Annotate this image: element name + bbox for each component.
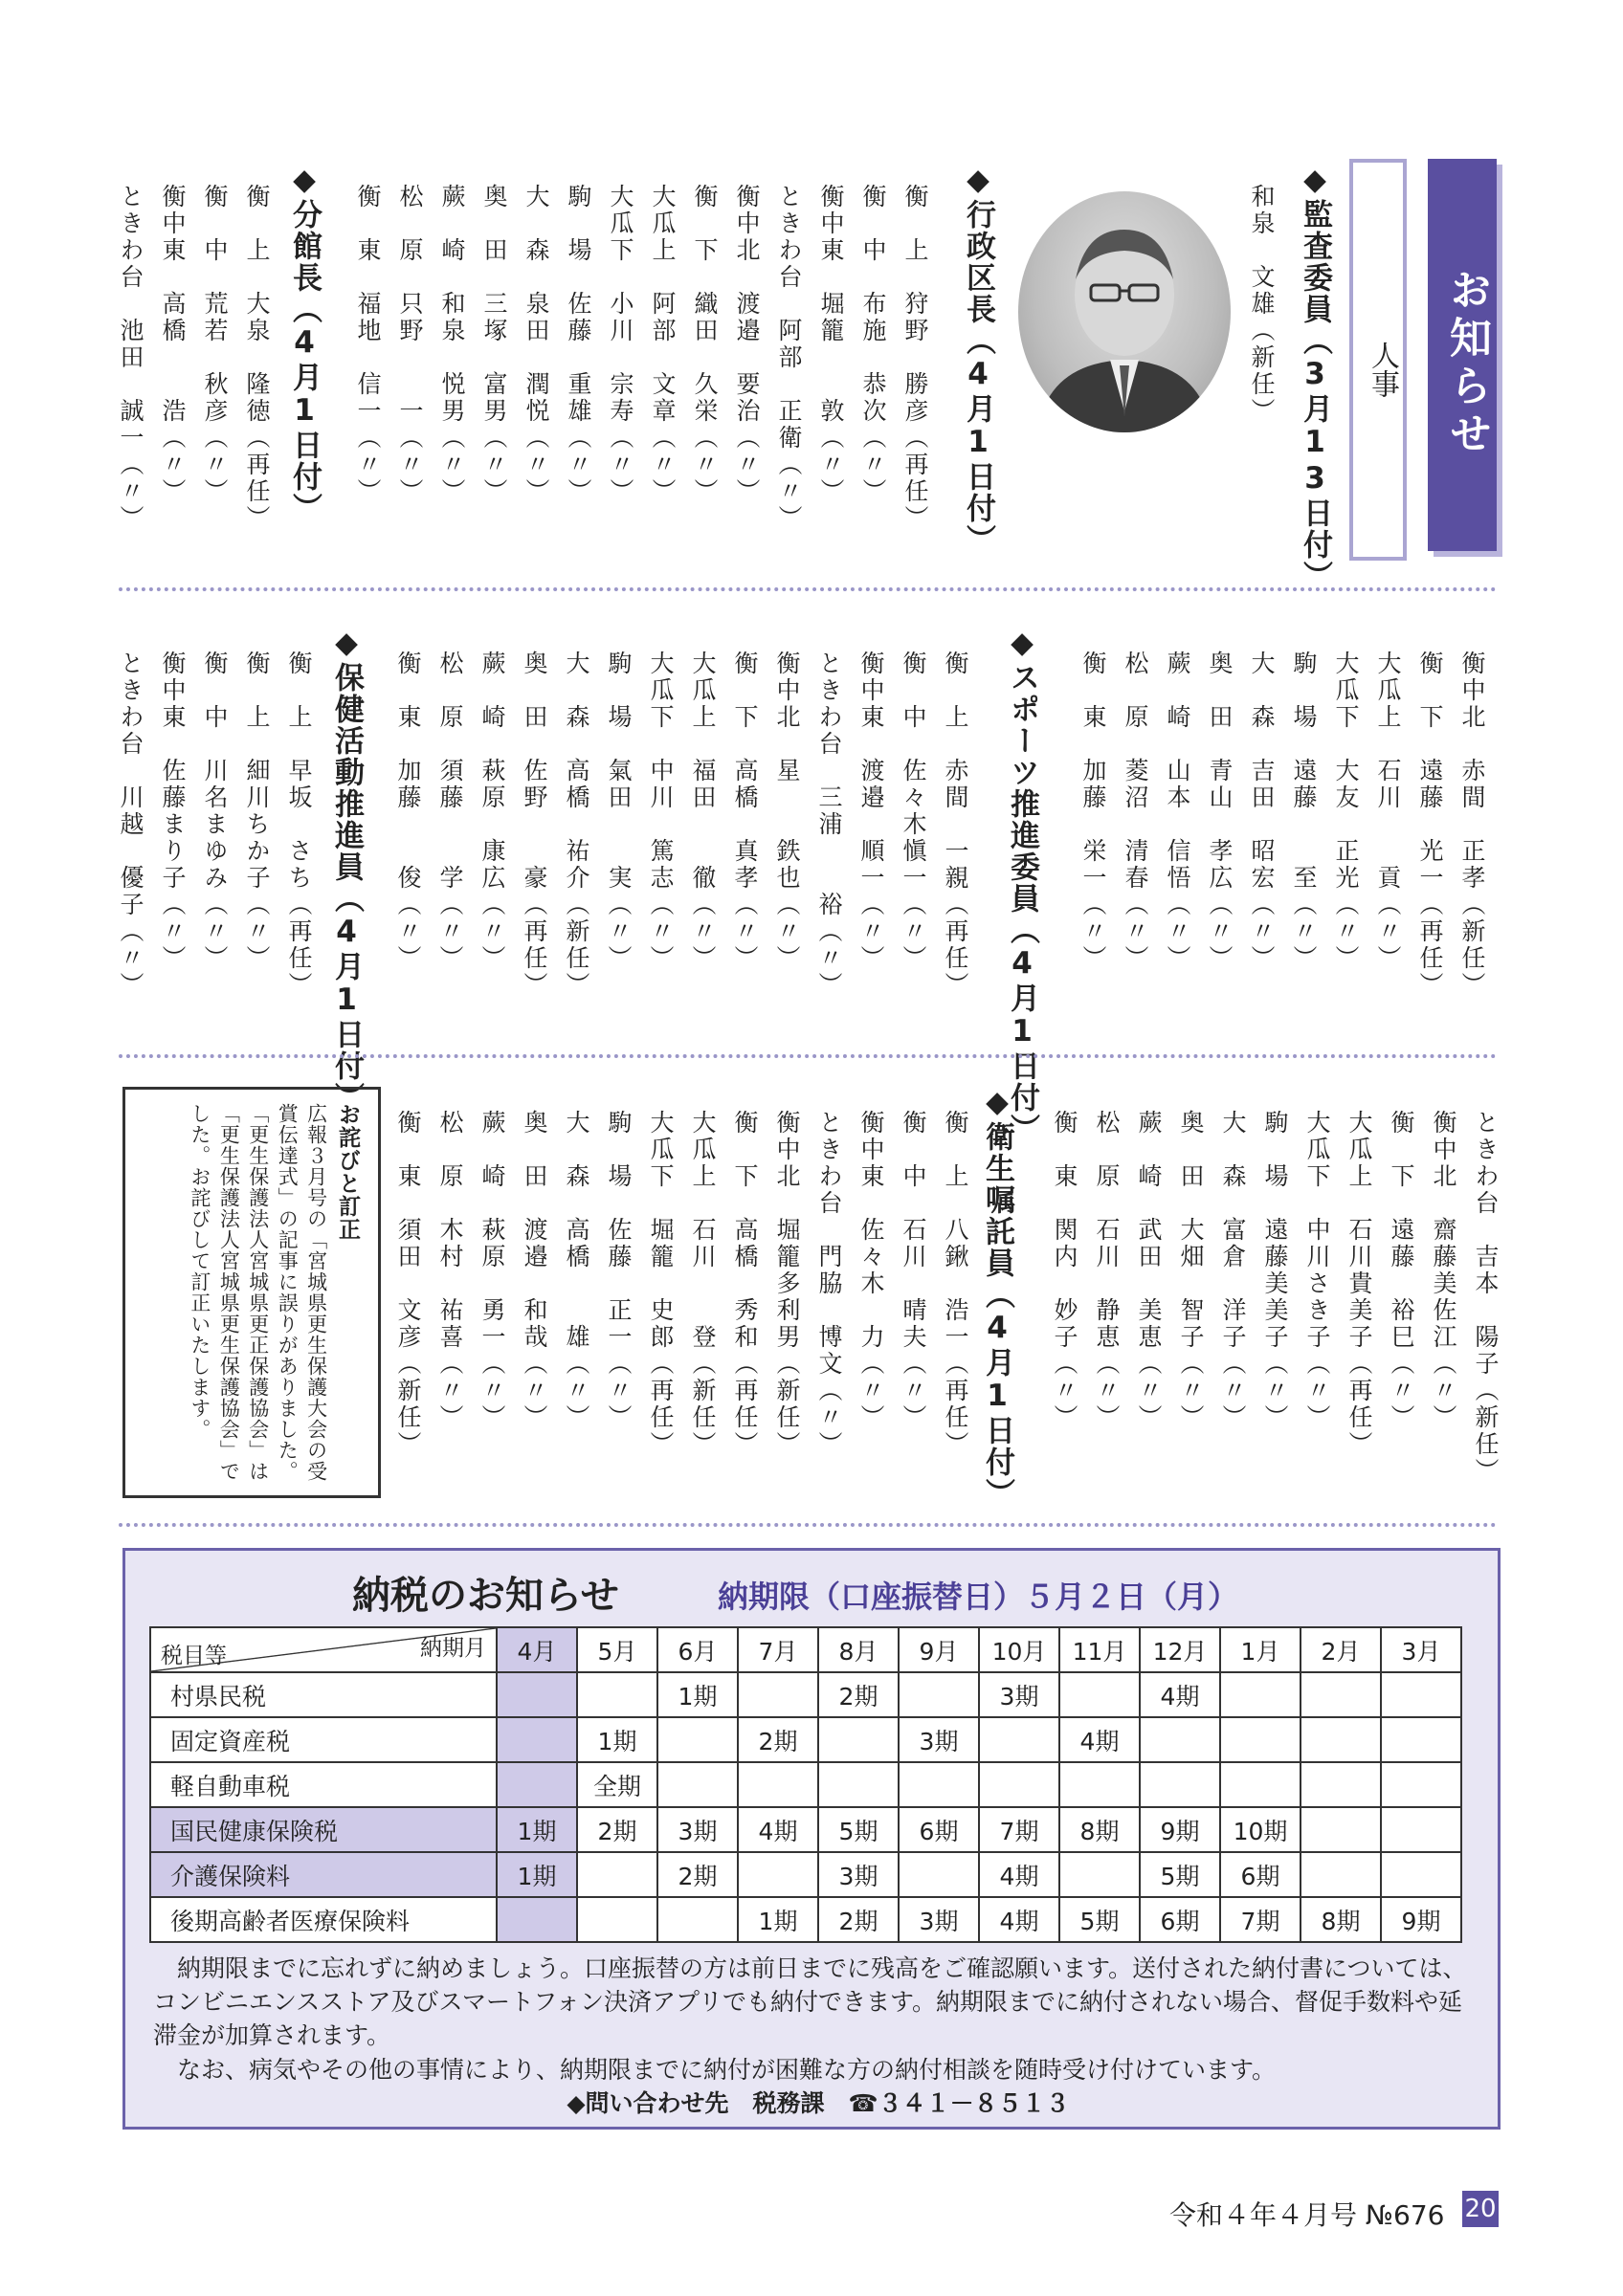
name-entry: 衡中北 星 鉄也（〃） xyxy=(773,651,801,972)
period-cell: 4期 xyxy=(979,1897,1059,1942)
table-row xyxy=(150,1672,1461,1717)
period-cell xyxy=(1381,1762,1461,1807)
period-cell xyxy=(577,1852,657,1897)
name-entry: 大瓜上 福田 徹（〃） xyxy=(689,651,717,972)
name-entry: 衡中東 佐々木 力（〃） xyxy=(857,1110,885,1431)
period-cell xyxy=(577,1897,657,1942)
period-cell: 1期 xyxy=(497,1852,577,1897)
period-cell: 5期 xyxy=(1140,1852,1220,1897)
month-header: 5月 xyxy=(577,1627,657,1672)
jinji-label: 人事 xyxy=(1349,159,1407,561)
name-entry: 奥 田 渡邉 和哉（〃） xyxy=(521,1110,548,1431)
period-cell xyxy=(979,1717,1059,1762)
period-cell: 7期 xyxy=(979,1807,1059,1852)
tax-contact: ◆問い合わせ先 税務課 ☎３４１－８５１３ xyxy=(567,2089,1070,2117)
sports-title: ◆スポーツ推進委員（4月1日付） xyxy=(1005,626,1039,1145)
period-cell: 2期 xyxy=(577,1807,657,1852)
name-entry: 衡 上 赤間 一親（再任） xyxy=(942,651,969,999)
month-header: 3月 xyxy=(1381,1627,1461,1672)
name-entry: 衡 中 布施 恭次（〃） xyxy=(859,184,887,505)
month-header: 6月 xyxy=(657,1627,738,1672)
oshirase-banner: お知らせ xyxy=(1428,159,1497,551)
name-entry: ときわ台 阿部 正衛（〃） xyxy=(775,184,803,532)
period-cell: 2期 xyxy=(657,1852,738,1897)
tax-name-cell: 固定資産税 xyxy=(150,1717,497,1762)
divider-1 xyxy=(119,587,1497,591)
period-cell xyxy=(1059,1672,1140,1717)
portrait-icon xyxy=(1018,191,1231,432)
period-cell xyxy=(1381,1717,1461,1762)
name-entry: 奥 田 青山 孝広（〃） xyxy=(1206,651,1234,972)
period-cell xyxy=(1381,1672,1461,1717)
period-cell xyxy=(1381,1852,1461,1897)
period-cell: 3期 xyxy=(657,1807,738,1852)
period-cell xyxy=(738,1762,818,1807)
name-entry: ときわ台 吉本 陽子（新任） xyxy=(1472,1110,1500,1485)
tax-name-cell: 後期高齢者医療保険料 xyxy=(150,1897,497,1942)
tax-deadline: 納期限（口座振替日）５月２日（月） xyxy=(718,1578,1239,1615)
name-entry: 衡 上 細川ちか子（〃） xyxy=(243,651,271,972)
month-header: 9月 xyxy=(899,1627,979,1672)
name-entry: 駒 場 氣田 実（〃） xyxy=(605,651,633,972)
name-entry: 奥 田 大畑 智子（〃） xyxy=(1177,1110,1205,1431)
name-entry: 衡中北 齋藤美佐江（〃） xyxy=(1430,1110,1457,1431)
name-entry: 大瓜下 中川さき子（〃） xyxy=(1303,1110,1331,1431)
period-cell: 6期 xyxy=(1140,1897,1220,1942)
period-cell xyxy=(1301,1672,1381,1717)
name-entry: 衡 下 織田 久栄（〃） xyxy=(691,184,719,505)
period-cell xyxy=(979,1762,1059,1807)
name-entry: 蕨 崎 和泉 悦男（〃） xyxy=(438,184,466,505)
month-header: 7月 xyxy=(738,1627,818,1672)
name-entry: 衡中北 渡邉 要治（〃） xyxy=(733,184,761,505)
period-cell: 10期 xyxy=(1220,1807,1301,1852)
name-entry: 大 森 富倉 洋子（〃） xyxy=(1219,1110,1247,1431)
period-cell xyxy=(1059,1852,1140,1897)
period-cell xyxy=(657,1897,738,1942)
period-cell: 5期 xyxy=(1059,1897,1140,1942)
name-entry: ときわ台 三浦 裕（〃） xyxy=(815,651,843,999)
period-cell xyxy=(497,1717,577,1762)
name-entry: 蕨 崎 山本 信悟（〃） xyxy=(1164,651,1191,972)
hoken-title: ◆保健活動推進員（4月1日付） xyxy=(329,626,364,1114)
name-entry: 駒 場 佐藤 重雄（〃） xyxy=(565,184,592,505)
month-header: 4月 xyxy=(497,1627,577,1672)
name-entry: 大 森 泉田 潤悦（〃） xyxy=(522,184,550,505)
period-cell xyxy=(738,1852,818,1897)
name-entry: 駒 場 遠藤美美子（〃） xyxy=(1261,1110,1289,1431)
name-entry: 大 森 高橋 祐介（新任） xyxy=(563,651,590,999)
period-cell: 5期 xyxy=(818,1807,899,1852)
period-cell xyxy=(818,1717,899,1762)
period-cell: 3期 xyxy=(899,1717,979,1762)
name-entry: 松 原 木村 祐喜（〃） xyxy=(436,1110,464,1431)
name-entry: 大瓜下 小川 宗寿（〃） xyxy=(607,184,634,505)
period-cell: 1期 xyxy=(577,1717,657,1762)
tax-note-2: なお、病気やその他の事情により、納期限までに納付が困難な方の納付相談を随時受け付けています。 xyxy=(153,2056,1277,2084)
name-entry: 蕨 崎 武田 美恵（〃） xyxy=(1135,1110,1163,1431)
name-entry: 大瓜下 中川 篤志（〃） xyxy=(647,651,675,972)
period-cell xyxy=(497,1762,577,1807)
period-cell xyxy=(657,1717,738,1762)
table-row xyxy=(150,1852,1461,1897)
name-entry: 衡 下 遠藤 光一（再任） xyxy=(1416,651,1444,999)
errata-title: お詫びと訂正 xyxy=(335,1103,360,1241)
month-header: 10月 xyxy=(979,1627,1059,1672)
name-entry: 大瓜下 堀籠 史郎（再任） xyxy=(647,1110,675,1458)
table-corner xyxy=(150,1627,497,1672)
period-cell xyxy=(818,1762,899,1807)
name-entry: 松 原 菱沼 清春（〃） xyxy=(1122,651,1149,972)
name-entry: 大瓜上 石川 登（新任） xyxy=(689,1110,717,1458)
name-entry: 衡 上 早坂 さち（再任） xyxy=(285,651,313,999)
period-cell xyxy=(1220,1717,1301,1762)
name-entry: 衡 東 加藤 俊（〃） xyxy=(394,651,422,972)
divider-2 xyxy=(119,1054,1497,1058)
period-cell: 1期 xyxy=(738,1897,818,1942)
name-entry: 衡 中 石川 晴夫（〃） xyxy=(900,1110,927,1431)
period-cell xyxy=(1059,1762,1140,1807)
period-cell xyxy=(1301,1852,1381,1897)
name-entry: 大瓜上 石川 貢（〃） xyxy=(1374,651,1402,972)
tax-note-1: 納期限までに忘れずに納めましょう。口座振替の方は前日までに残高をご確認願います。送付された納付書については、コンビニエンスストア及びスマートフォン決済アプリでも納付できます。納期限までに納付されない場合、督促手数料や延滞金が加算されます。 xyxy=(153,1954,1467,2049)
name-entry: 衡中北 堀籠多利男（新任） xyxy=(773,1110,801,1458)
month-header: 12月 xyxy=(1140,1627,1220,1672)
name-entry: 衡中東 渡邉 順一（〃） xyxy=(857,651,885,972)
tax-name-cell: 村県民税 xyxy=(150,1672,497,1717)
month-header: 8月 xyxy=(818,1627,899,1672)
period-cell: 4期 xyxy=(979,1852,1059,1897)
errata-box xyxy=(122,1087,381,1498)
period-cell xyxy=(1140,1717,1220,1762)
period-cell: 3期 xyxy=(818,1852,899,1897)
period-cell xyxy=(1381,1807,1461,1852)
period-cell xyxy=(1140,1762,1220,1807)
period-cell xyxy=(1301,1762,1381,1807)
name-entry: 大 森 高橋 雄（〃） xyxy=(563,1110,590,1431)
name-entry: 衡 上 八鍬 浩一（再任） xyxy=(942,1110,969,1458)
period-cell: 8期 xyxy=(1301,1897,1381,1942)
name-entry: 和泉 文雄（新任） xyxy=(1248,184,1276,425)
name-entry: 松 原 只野 一（〃） xyxy=(396,184,424,505)
month-header: 2月 xyxy=(1301,1627,1381,1672)
period-cell xyxy=(1220,1762,1301,1807)
tax-name-cell: 軽自動車税 xyxy=(150,1762,497,1807)
corner-tax-label: 税目等 xyxy=(161,1644,227,1668)
name-entry: 奥 田 三塚 富男（〃） xyxy=(480,184,508,505)
period-cell xyxy=(497,1672,577,1717)
name-entry: 衡 上 大泉 隆徳（再任） xyxy=(243,184,271,532)
name-entry: ときわ台 門脇 博文（〃） xyxy=(815,1110,843,1458)
name-entry: 衡 中 荒若 秋彦（〃） xyxy=(201,184,229,505)
period-cell: 2期 xyxy=(738,1717,818,1762)
period-cell xyxy=(657,1762,738,1807)
table-row xyxy=(150,1717,1461,1762)
name-entry: 蕨 崎 萩原 康広（〃） xyxy=(478,651,506,972)
period-cell: 全期 xyxy=(577,1762,657,1807)
name-entry: 衡 下 高橋 真孝（〃） xyxy=(731,651,759,972)
period-cell: 6期 xyxy=(899,1807,979,1852)
name-entry: 衡 中 佐々木愼一（〃） xyxy=(900,651,927,972)
period-cell: 7期 xyxy=(1220,1897,1301,1942)
period-cell: 4期 xyxy=(1140,1672,1220,1717)
period-cell: 1期 xyxy=(497,1807,577,1852)
period-cell xyxy=(577,1672,657,1717)
page-number: 20 xyxy=(1462,2191,1499,2227)
table-row xyxy=(150,1897,1461,1942)
eisei-title: ◆衛生嘱託員（4月1日付） xyxy=(980,1085,1014,1510)
period-cell: 2期 xyxy=(818,1672,899,1717)
name-entry: 衡 上 狩野 勝彦（再任） xyxy=(901,184,929,532)
name-entry: ときわ台 池田 誠一（〃） xyxy=(117,184,145,532)
name-entry: 大瓜上 阿部 文章（〃） xyxy=(649,184,677,505)
errata-body: 広報３月号の「宮城県更生保護大会の受賞伝達式」の記事に誤りがありました。「更生保護法人宮城県更正保護協会」は「更生保護法人宮城県更生保護協会」でした。お詫びして訂正いたします。 xyxy=(188,1103,328,1482)
name-entry: 衡 下 高橋 秀和（再任） xyxy=(731,1110,759,1458)
table-row xyxy=(150,1762,1461,1807)
name-entry: 衡 東 須田 文彦（新任） xyxy=(394,1110,422,1458)
period-cell xyxy=(1301,1717,1381,1762)
name-entry: 衡中北 赤間 正孝（新任） xyxy=(1458,651,1486,999)
name-entry: 奥 田 佐野 豪（再任） xyxy=(521,651,548,999)
month-header: 1月 xyxy=(1220,1627,1301,1672)
period-cell xyxy=(899,1852,979,1897)
bunkancho-title: ◆分館長（4月1日付） xyxy=(287,163,322,524)
period-cell: 3期 xyxy=(979,1672,1059,1717)
name-entry: 蕨 崎 萩原 勇一（〃） xyxy=(478,1110,506,1431)
name-entry: 衡中東 高橋 浩（〃） xyxy=(159,184,187,505)
period-cell xyxy=(497,1897,577,1942)
name-entry: 松 原 石川 静恵（〃） xyxy=(1093,1110,1121,1431)
period-cell: 9期 xyxy=(1381,1897,1461,1942)
table-row xyxy=(150,1807,1461,1852)
period-cell xyxy=(899,1672,979,1717)
tax-name-cell: 国民健康保険税 xyxy=(150,1807,497,1852)
name-entry: 大 森 吉田 昭宏（〃） xyxy=(1248,651,1276,972)
period-cell xyxy=(899,1762,979,1807)
gyoseikucho-title: ◆行政区長（4月1日付） xyxy=(961,163,995,556)
name-entry: 衡中東 堀籠 敦（〃） xyxy=(817,184,845,505)
period-cell: 8期 xyxy=(1059,1807,1140,1852)
divider-3 xyxy=(119,1523,1497,1527)
name-entry: 衡 東 加藤 栄一（〃） xyxy=(1079,651,1107,972)
period-cell xyxy=(1301,1807,1381,1852)
name-entry: 衡 東 関内 妙子（〃） xyxy=(1051,1110,1078,1431)
name-entry: 駒 場 遠藤 至（〃） xyxy=(1290,651,1318,972)
kansa-title: ◆監査委員（3月13日付） xyxy=(1298,163,1332,592)
name-entry: 衡 下 遠藤 裕巳（〃） xyxy=(1388,1110,1415,1431)
name-entry: ときわ台 川越 優子（〃） xyxy=(117,651,145,999)
name-entry: 大瓜上 石川貴美子（再任） xyxy=(1345,1110,1373,1458)
name-entry: 大瓜下 大友 正光（〃） xyxy=(1332,651,1360,972)
period-cell: 6期 xyxy=(1220,1852,1301,1897)
period-cell xyxy=(738,1672,818,1717)
name-entry: 衡 中 川名まゆみ（〃） xyxy=(201,651,229,972)
tax-schedule-table xyxy=(149,1626,1462,1943)
corner-month-label: 納期月 xyxy=(420,1636,486,1661)
period-cell: 3期 xyxy=(899,1897,979,1942)
name-entry: 松 原 須藤 学（〃） xyxy=(436,651,464,972)
name-entry: 衡 東 福地 信一（〃） xyxy=(354,184,382,505)
period-cell: 9期 xyxy=(1140,1807,1220,1852)
tax-title: 納税のお知らせ xyxy=(352,1574,619,1618)
name-entry: 駒 場 佐藤 正一（〃） xyxy=(605,1110,633,1431)
period-cell: 4期 xyxy=(738,1807,818,1852)
month-header: 11月 xyxy=(1059,1627,1140,1672)
issue-label: 令和４年４月号 №676 xyxy=(1169,2199,1445,2231)
period-cell xyxy=(1220,1672,1301,1717)
period-cell: 4期 xyxy=(1059,1717,1140,1762)
member-photo xyxy=(1018,191,1231,432)
period-cell: 2期 xyxy=(818,1897,899,1942)
name-entry: 衡中東 佐藤まり子（〃） xyxy=(159,651,187,972)
period-cell: 1期 xyxy=(657,1672,738,1717)
tax-name-cell: 介護保険料 xyxy=(150,1852,497,1897)
